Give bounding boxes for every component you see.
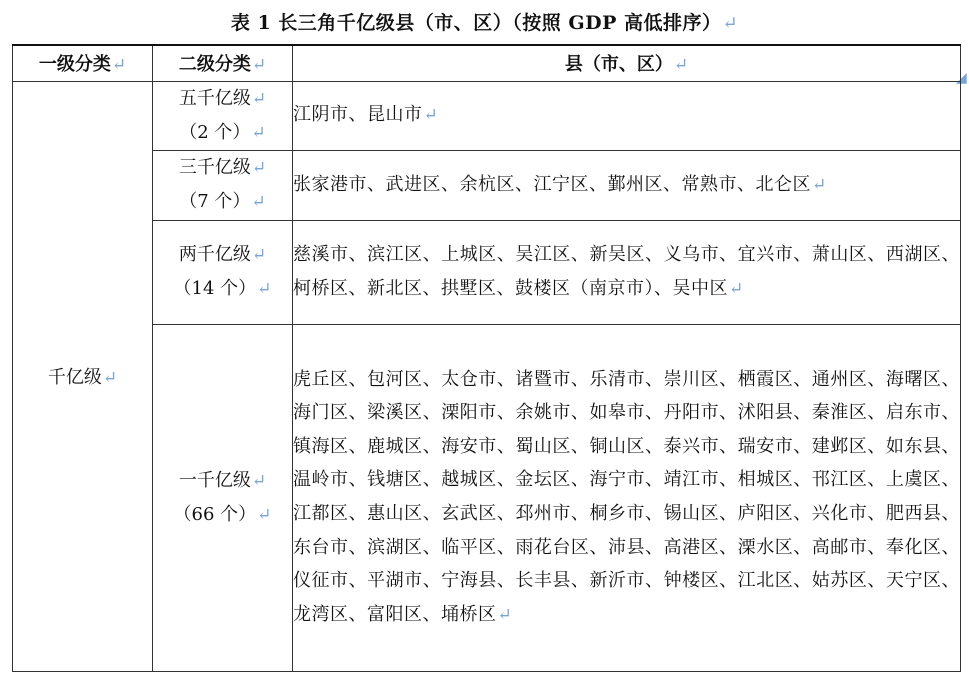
counties-cell: 慈溪市、滨江区、上城区、吴江区、新吴区、义乌市、宜兴市、萧山区、西湖区、柯桥区、新北区、拱墅区、鼓楼区（南京市）、吴中区↵	[293, 220, 961, 324]
header-level2: 二级分类↵	[153, 45, 293, 81]
table-title	[0, 8, 969, 35]
header-counties: 县（市、区）↵	[293, 45, 961, 81]
counties-cell: 江阴市、昆山市↵	[293, 81, 961, 150]
return-mark-icon: ↵	[722, 13, 739, 34]
table-row	[13, 220, 961, 324]
table-header-row	[13, 45, 961, 81]
level2-cell: 一千亿级↵ （66 个）↵	[153, 324, 293, 671]
table-edge-marker-icon: ◢	[956, 70, 967, 86]
county-gdp-table	[12, 44, 961, 672]
counties-cell: 张家港市、武进区、余杭区、江宁区、鄞州区、常熟市、北仑区↵	[293, 150, 961, 220]
table-row	[13, 324, 961, 671]
level1-cell: 千亿级↵	[13, 81, 153, 671]
counties-cell: 虎丘区、包河区、太仓市、诸暨市、乐清市、崇川区、栖霞区、通州区、海曙区、海门区、梁溪区、溧阳市、余姚市、如皋市、丹阳市、沭阳县、秦淮区、启东市、镇海区、鹿城区、海安市、蜀山区、铜山区、泰兴市、瑞安市、建邺区、如东县、温岭市、钱塘区、越城区、金坛区、海宁市、靖江市、相城区、邗江区、上虞区、江都区、惠山区、玄武区、邳州市、桐乡市、锡山区、庐阳区、兴化市、肥西县、东台市、滨湖区、临平区、雨花台区、沛县、高港区、溧水区、高邮市、奉化区、仪征市、平湖市、宁海县、长丰县、新沂市、钟楼区、江北区、姑苏区、天宁区、龙湾区、富阳区、埇桥区↵	[293, 324, 961, 671]
table-row	[13, 150, 961, 220]
level2-cell: 五千亿级↵ （2 个）↵	[153, 81, 293, 150]
table-title-text: 表 1 长三角千亿级县（市、区）（按照 GDP 高低排序）	[230, 12, 722, 34]
header-level1: 一级分类↵	[13, 45, 153, 81]
level2-cell: 三千亿级↵ （7 个）↵	[153, 150, 293, 220]
level2-cell: 两千亿级↵ （14 个）↵	[153, 220, 293, 324]
table-row	[13, 81, 961, 150]
